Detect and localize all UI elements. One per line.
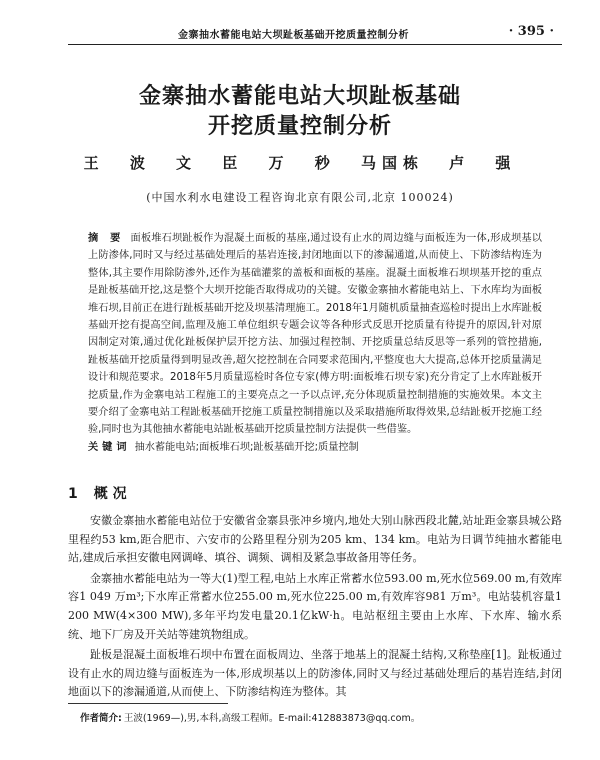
paragraph: 趾板是混凝土面板堆石坝中布置在面板周边、坐落于地基上的混凝土结构,又称垫座[1]。趾板通过设有止水的周边缝与面板连为一体,形成坝基以上的防渗体,同时又与经过基础处理后的基岩连结,封闭地面以下的渗漏通道,从而使上、下防渗结构连为整体。其 — [68, 648, 562, 699]
footnote-text: 王波(1969—),男,本科,高级工程师。E-mail:412883873@qq.com。 — [123, 713, 421, 724]
running-header — [68, 22, 562, 45]
footnote — [80, 710, 560, 724]
paper-title — [0, 82, 600, 142]
footnote-divider — [68, 703, 228, 704]
abstract-block — [88, 230, 542, 456]
section-title: 概 况 — [93, 486, 127, 502]
keywords-label: 关键词 — [88, 441, 131, 453]
running-title: 金寨抽水蓄能电站大坝趾板基础开挖质量控制分析 — [178, 30, 409, 41]
abstract — [88, 230, 542, 439]
footnote-label: 作者简介: — [80, 713, 122, 724]
page-number: · 395 · — [508, 24, 554, 39]
affiliation: (中国水利水电建设工程咨询北京有限公司,北京 100024) — [146, 191, 454, 204]
keywords — [88, 439, 542, 456]
abstract-label: 摘 要 — [88, 233, 125, 244]
keywords-text: 抽水蓄能电站;面板堆石坝;趾板基础开挖;质量控制 — [134, 441, 359, 453]
abstract-text: 面板堆石坝趾板作为混凝土面板的基座,通过设有止水的周边缝与面板连为一体,形成坝基以上防渗体,同时又与经过基础处理后的基岩连接,封闭地面以下的渗漏通道,从而使上、下防渗结构连为整体,其主要作用除防渗外,还作为基础灌浆的盖板和面板的基座。混凝土面板堆石坝坝基开挖的重点是趾板基础开挖,这是整个大坝开挖能否取得成功的关键。安徽金寨抽水蓄能电站上、下水库均为面板堆石坝,目前正在进行趾板基础开挖及坝基清理施工。2018年1月随机质量抽查巡检时提出上水库趾板基础开挖有提高空间,监理及施工单位组织专题会议等各种形式反思开挖质量有待提升的原因,针对原因制定对策,通过优化趾板保护层开挖方法、加强过程控制、开挖质量总结反思等一系列的管控措施,趾板基础开挖质量得到明显改善,超欠挖控制在合同要求范围内,平整度也大大提高,总体开挖质量满足设计和规范要求。2018年5月质量巡检时各位专家(傅方明:面板堆石坝专家)充分肯定了上水库趾板开挖质量,作为金寨电站工程施工的主要亮点之一予以点评,充分体现质量控制措施的实施效果。本文主要介绍了金寨电站工程趾板基础开挖施工质量控制措施以及采取措施所取得效果,总结趾板开挖施工经验,同时也为其他抽水蓄能电站趾板基础开挖质量控制方法提供一些借鉴。 — [88, 233, 542, 436]
authors: 王 波 文 臣 万 秒 马国栋 卢 强 — [83, 154, 517, 172]
title-line-2: 开挖质量控制分析 — [207, 114, 392, 139]
section-heading — [68, 483, 127, 503]
section-number: 1 — [68, 486, 78, 502]
title-line-1: 金寨抽水蓄能电站大坝趾板基础 — [138, 84, 461, 109]
paragraph: 安徽金寨抽水蓄能电站位于安徽省金寨县张冲乡境内,地处大别山脉西段北麓,站址距金寨县城公路里程约53 km,距合肥市、六安市的公路里程分别为205 km、134 km。电站为日调节纯抽水蓄能电站,建成后承担安徽电网调峰、填谷、调频、调相及紧急事故备用等任务。 — [68, 514, 562, 565]
paragraph: 金寨抽水蓄能电站为一等大(1)型工程,电站上水库正常蓄水位593.00 m,死水位569.00 m,有效库容1 049 万m³;下水库正常蓄水位255.00 m,死水位225.00 m,有效库容981 万m³。电站装机容量1 200 MW(4×300 MW),多年平均发电量20.1亿kW·h。电站枢纽主要由上水库、下水库、输水系统、地下厂房及开关站等建筑物组成。 — [68, 571, 562, 641]
body-text — [68, 512, 562, 702]
